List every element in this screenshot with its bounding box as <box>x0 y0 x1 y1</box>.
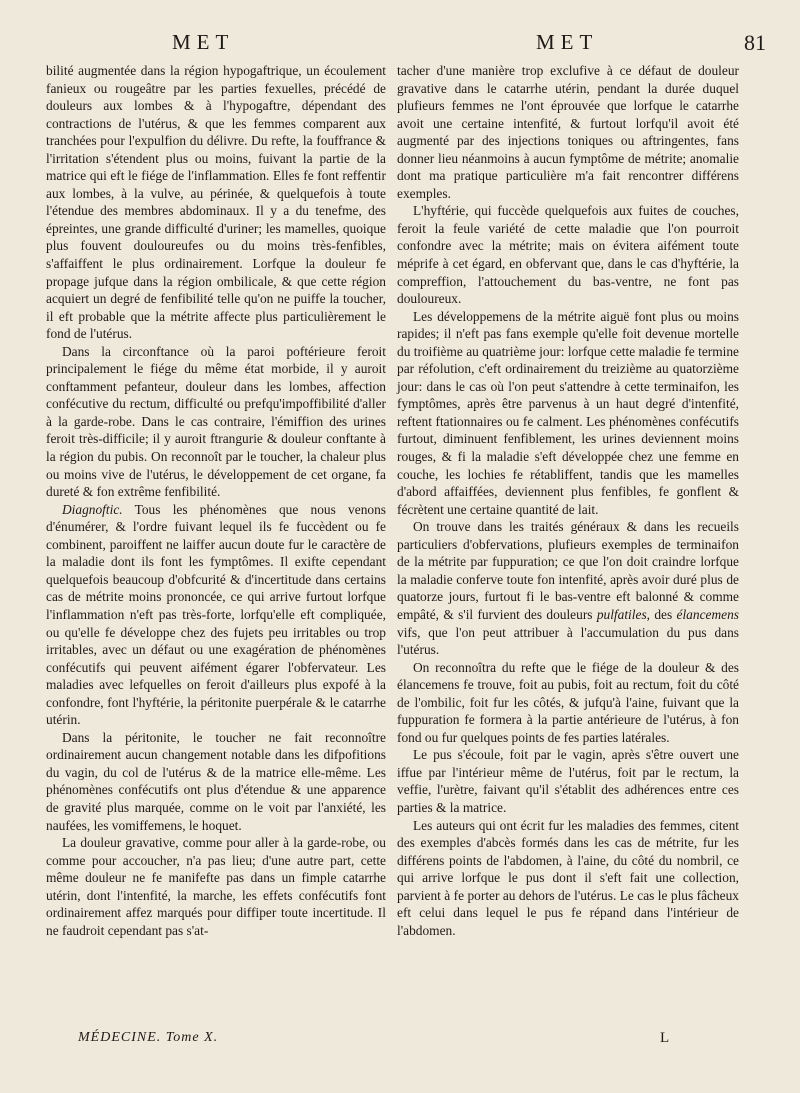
paragraph-text: Tous les phénomènes que nous venons d'énumérer, & l'ordre fuivant lequel ils fe fuccèdent ou fe combinent, paroiffent ne laiffer aucun doute fur le caractère de la maladie dont ils font les fymptômes. Il exifte cependant quelquefois beaucoup d'obfcurité & d'incertitude dans certains cas de métrite moins prononcée, ce qui arrive furtout lorfque l'inflammation n'eft pas très-forte, lorfqu'elle eft compliquée, ou qu'elle fe développe chez des fujets peu irritables ou trop irritables, avec un défaut ou une exagération de phénomènes confécutifs qui peuvent aifément égarer l'obfervateur. Les maladies avec lefquelles on feroit d'ailleurs plus expofé à la confondre, font l'hyftérie, la péritonite puerpérale & le catarrhe utérin. <box>46 501 386 728</box>
page-number: 81 <box>744 30 766 55</box>
paragraph <box>397 518 739 658</box>
footer-signature: L <box>660 1030 670 1046</box>
header-left-title: MET <box>172 30 235 54</box>
paragraph-text: On trouve dans les traités généraux & dans les recueils particuliers d'obfervations, plufieurs exemples de terminaifon de la métrite par fuppuration; ce que l'on doit craindre lorfque la maladie conferve toute fon intenfité, après avoir duré plus de quatorze jours, furtout fi le bas-ventre eft balonné & comme empâté, & s'il furvient des douleurs <box>397 519 739 622</box>
paragraph-text: vifs, que l'on peut attribuer à l'accumulation du pus dans l'utérus. <box>397 624 739 658</box>
paragraph: On reconnoîtra du refte que le fiége de la douleur & des élancemens fe trouve, foit au pubis, foit au rectum, foit du côté de l'ombilic, foit fur les côtés, & jufqu'à l'aine, fuivant que la fuppuration fe formera à la partie antérieure de l'utérus, à fon fond ou fur quelques points de fes parties latérales. <box>397 659 739 745</box>
paragraph: Le pus s'écoule, foit par le vagin, après s'être ouvert une iffue par l'intérieur même de l'utérus, foit par le rectum, la veffie, l'urètre, faivant qu'il s'établit des adhérences entre ces parties & la matrice. <box>397 747 739 815</box>
section-heading: Diagnoftic. <box>62 501 123 517</box>
paragraph: bilité augmentée dans la région hypogaftrique, un écoulement fanieux ou rougeâtre par les parties fexuelles, précédé de douleurs aux lombes & à l'hypogaftre, dépendant des contractions de l'utérus, & que les femmes comparent aux tranchées pour l'expulfion du délivre. Du refte, la fouffrance & l'irritation s'étendent plus ou moins, fuivant la partie de la matrice qui eft le fiége de l'inflammation. Elles fe font reffentir aux lombes, à la vulve, au périnée, & quelquefois à toute l'étendue des membres abdominaux. Il y a du tenefme, des épreintes, une grande difficulté d'uriner; les mamelles, quoique plus fouvent douloureufes ou du moins très-fenfibles, s'affaiffent le plus ordinairement. Lorfque la douleur fe propage jufque dans la région ombilicale, & que cette région acquiert un degré de fenfibilité telle qu'on ne puiffe la toucher, il eft probable que la métrite affecte plus particulièrement le fond de l'utérus. <box>46 63 386 342</box>
paragraph: La douleur gravative, comme pour aller à la garde-robe, ou comme pour accoucher, n'a pas lieu; d'une autre part, cette même douleur ne fe manifefte pas dans un fimple catarrhe utérin, dont l'intenfité, la marche, les effets confécutifs font ordinairement affez marqués pour diffiper toute incertitude. Il ne faudroit cependant pas s'at- <box>46 835 386 938</box>
page-footer <box>0 1030 800 1054</box>
paragraph-text: , des <box>646 606 677 622</box>
italic-term: pulfatiles <box>596 606 647 622</box>
paragraph: Les auteurs qui ont écrit fur les maladies des femmes, citent des exemples d'abcès formés dans les cas de métrite, fur les différens points de l'abdomen, à l'aine, du côté du nombril, ce qui arrive lorfque le pus dont il s'eft fait une collection, parvient à fe porter au dehors de l'utérus. Le cas le plus fâcheux eft celui dans lequel le pus fe répand dans l'intérieur de l'abdomen. <box>397 817 739 938</box>
paragraph: Les développemens de la métrite aiguë font plus ou moins rapides; il n'eft pas fans exemple qu'elle foit devenue mortelle du troifième au quatrième jour: lorfque cette maladie fe termine par réfolution, c'eft ordinairement du treizième au quatorzième jour: dans le cas où l'on peut s'attendre à cette terminaifon, les fymptômes, après être parvenus à un haut degré d'intenfité, reftent ftationnaires ou fe calment. Les phénomènes confécutifs furtout, diminuent fenfiblement, les urines deviennent moins rouges, & fi la maladie s'eft développée chez une femme en couche, les lochies fe rétabliffent, tandis que les mamelles d'abord affaiffées, deviennent plus fenfibles, fe gonflent & fécrètent une certaine quantité de lait. <box>397 308 739 517</box>
left-column <box>46 62 386 939</box>
running-header <box>0 26 800 60</box>
footer-volume-title: MÉDECINE. Tome X. <box>78 1030 219 1045</box>
paragraph: Dans la circonftance où la paroi poftérieure feroit principalement le fiége du même état morbide, il y auroit conftamment pefanteur, douleur dans les lombes, affection confécutive du rectum, difficulté ou prefqu'impoffibilité d'aller à la garde-robe. Dans le cas contraire, l'émiffion des urines feroit très-difficile; il y auroit ftrangurie & douleur conftante à la région du pubis. On reconnoît par le toucher, la chaleur plus ou moins vive de l'utérus, le développement de cet organe, fa dureté & fon extrême fenfibilité. <box>46 343 386 500</box>
paragraph: L'hyftérie, qui fuccède quelquefois aux fuites de couches, feroit la feule variété de cette maladie que l'on pourroit confondre avec la métrite; mais on évitera aifément toute méprife à cet égard, en obfervant que, dans le cas d'hyftérie, la compreffion, l'attouchement du bas-ventre, ne font pas douloureux. <box>397 203 739 307</box>
paragraph: Dans la péritonite, le toucher ne fait reconnoître ordinairement aucun changement notable dans les difpofitions du vagin, du col de l'utérus & de la matrice elle-même. Les phénomènes confécutifs ont plus d'étendue & une apparence de gravité plus marquée, comme on le voit par l'anxiété, les naufées, les vomiffemens, le hoquet. <box>46 729 386 833</box>
italic-term: élancemens <box>676 606 739 622</box>
right-column <box>397 62 739 939</box>
paragraph-diagnostic <box>46 501 386 729</box>
paragraph: tacher d'une manière trop exclufive à ce défaut de douleur gravative dans le catarrhe utérin, pendant la durée duquel plufieurs femmes ne l'ont éprouvée que lorfque le catarrhe avoit une certaine intenfité, & furtout lorfqu'il avoit été augmenté par des injections toniques ou aftringentes, fans donner lieu néanmoins à aucun fymptôme de métrite; anomalie dont ma pratique particulière m'a fait rencontrer différens exemples. <box>397 63 739 201</box>
header-right-title: MET <box>536 30 599 54</box>
